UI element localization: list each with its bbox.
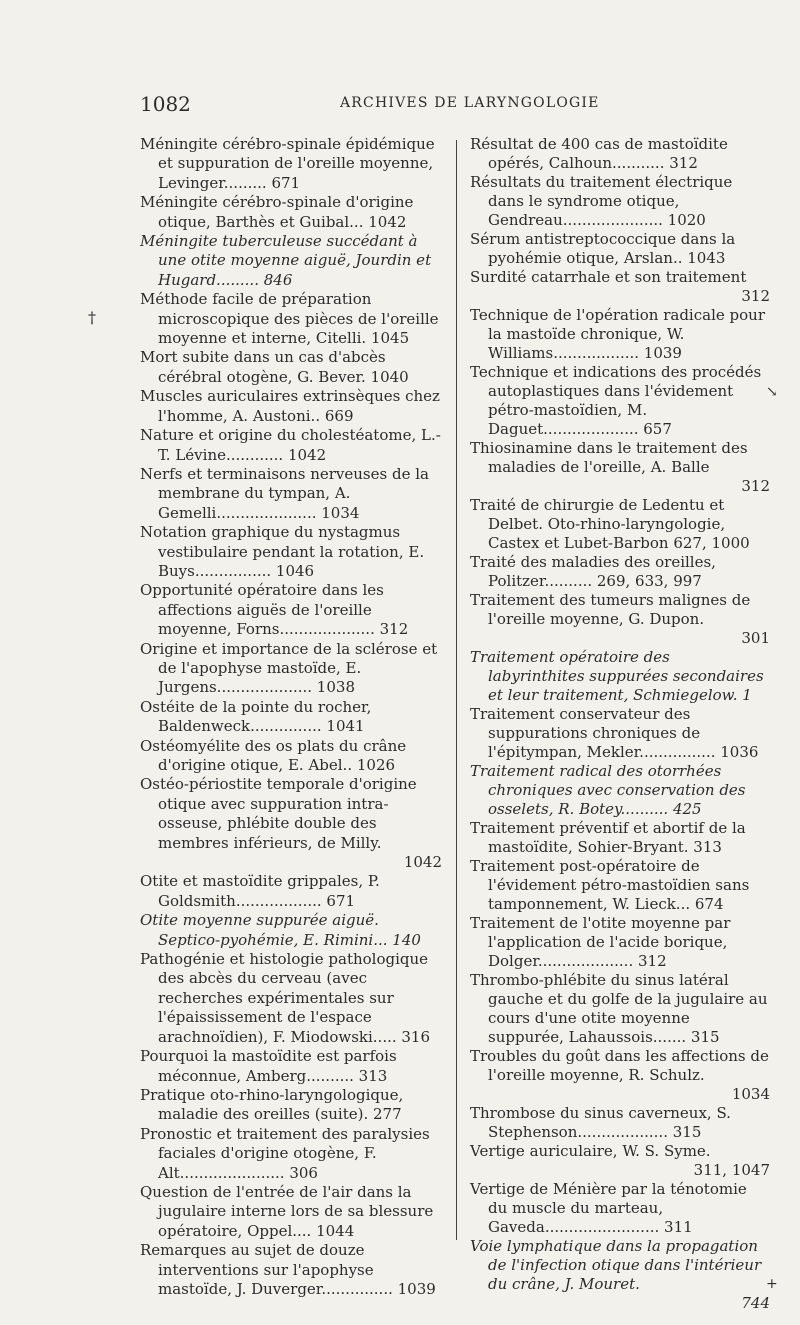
index-entry: Troubles du goût dans les affections de l'oreille moyenne, R. Schulz. 1034: [470, 1047, 770, 1103]
index-entry: Traité de chirurgie de Ledentu et Delbet. Oto-rhino-laryngologie, Castex et Lubet-Barbon 627, 1000: [470, 496, 750, 552]
index-entry: Pronostic et traitement des paralysies faciales d'origine otogène, F. Alt...................... 306: [140, 1124, 430, 1182]
index-entry: Traitement radical des otorrhées chroniques avec conservation des osselets, R. Botey.......... 425: [470, 762, 746, 818]
index-entry: Traitement des tumeurs malignes de l'oreille moyenne, G. Dupon. 301: [470, 591, 770, 647]
index-entry: Méningite tuberculeuse succédant à une otite moyenne aiguë, Jourdin et Hugard......... 846: [140, 232, 432, 289]
index-entry: † Méthode facile de préparation microscopique des pièces de l'oreille moyenne et interne, Citelli. 1045: [88, 290, 439, 348]
index-entry: Mort subite dans un cas d'abcès cérébral otogène, G. Bever. 1040: [140, 348, 409, 386]
index-entry: Ostéite de la pointe du rocher, Baldenweck............... 1041: [140, 697, 372, 736]
index-entry: Technique de l'opération radicale pour la mastoïde chronique, W. Williams.................. 1039: [470, 306, 765, 362]
index-entry: Muscles auriculaires extrinsèques chez l'homme, A. Austoni.. 669: [140, 387, 440, 425]
index-entry: Thrombo-phlébite du sinus latéral gauche et du golfe de la jugulaire au cours d'une otite moyenne suppurée, Lahaussois....... 315: [470, 971, 768, 1046]
index-entry: Opportunité opératoire dans les affections aiguës de l'oreille moyenne, Forns.................... 312: [140, 581, 409, 639]
index-entry: Pathogénie et histologie pathologique des abcès du cerveau (avec recherches expérimentales sur l'épaississement de l'espace arachnoïdien), F. Miodowski..... 316: [140, 950, 431, 1046]
page-reference: 301: [741, 629, 770, 647]
running-title: ARCHIVES DE LARYNGOLOGIE: [340, 95, 600, 111]
page-reference: 744: [741, 1294, 770, 1312]
index-entry: + Voie lymphatique dans la propagation de l'infection otique dans l'intérieur du crâne, J. Mouret. 744: [470, 1237, 778, 1312]
index-entry: Notation graphique du nystagmus vestibulaire pendant la rotation, E. Buys................ 1046: [140, 523, 425, 580]
page-reference: 312: [741, 287, 770, 305]
index-column-left: [88, 135, 442, 1299]
index-column-right: [470, 135, 778, 1313]
index-entry: Remarques au sujet de douze interventions sur l'apophyse mastoïde, J. Duverger............... 1039: [140, 1241, 436, 1298]
index-entry: Otite et mastoïdite grippales, P. Goldsmith.................. 671: [140, 872, 380, 910]
index-entry: Nerfs et terminaisons nerveuses de la membrane du tympan, A. Gemelli..................... 1034: [140, 464, 429, 522]
index-entry: Traitement de l'otite moyenne par l'application de l'acide borique, Dolger.................... 312: [470, 914, 731, 970]
index-entry: Résultats du traitement électrique dans le syndrome otique, Gendreau..................... 1020: [470, 173, 733, 229]
index-entry: Traitement opératoire des labyrinthites suppurées secondaires et leur traitement, Schmiegelow. 1: [470, 648, 764, 704]
index-entry: Thrombose du sinus caverneux, S. Stephenson................... 315: [470, 1104, 731, 1141]
index-entry: Nature et origine du cholestéatome, L.-T. Lévine............ 1042: [140, 426, 441, 464]
index-entry: Méningite cérébro-spinale épidémique et suppuration de l'oreille moyenne, Levinger......... 671: [140, 135, 435, 192]
index-entry: Question de l'entrée de l'air dans la jugulaire interne lors de sa blessure opératoire, Oppel.... 1044: [140, 1182, 434, 1240]
index-entry: Traité des maladies des oreilles, Politzer.......... 269, 633, 997: [470, 553, 716, 590]
index-entry: Traitement post-opératoire de l'évidement pétro-mastoïdien sans tamponnement, W. Lieck... 674: [470, 857, 750, 913]
page-reference: 1042: [403, 853, 442, 872]
page-reference: 311, 1047: [693, 1161, 770, 1179]
page-reference: 312: [741, 477, 770, 495]
page-number: 1082: [140, 92, 191, 116]
index-entry: Vertige auriculaire, W. S. Syme. 311, 1047: [470, 1142, 770, 1179]
index-entry: Vertige de Ménière par la ténotomie du muscle du marteau, Gaveda........................ 311: [470, 1180, 747, 1236]
index-entry: Traitement préventif et abortif de la mastoïdite, Sohier-Bryant. 313: [470, 819, 746, 856]
index-entry: Surdité catarrhale et son traitement 312: [470, 268, 770, 305]
index-entry: Traitement conservateur des suppurations chroniques de l'épitympan, Mekler................ 1036: [470, 705, 759, 761]
index-entry: Pourquoi la mastoïdite est parfois méconnue, Amberg.......... 313: [140, 1047, 397, 1085]
page-reference: 1034: [731, 1085, 770, 1103]
index-entry: Résultat de 400 cas de mastoïdite opérés, Calhoun........... 312: [470, 135, 728, 172]
index-entry: Otite moyenne suppurée aiguë. Septico-pyohémie, E. Rimini... 140: [140, 911, 421, 949]
column-divider: [456, 140, 457, 1240]
index-entry: Ostéomyélite des os plats du crâne d'origine otique, E. Abel.. 1026: [140, 736, 407, 774]
index-entry: Méningite cérébro-spinale d'origine otique, Barthès et Guibal... 1042: [140, 193, 414, 231]
index-entry: Pratique oto-rhino-laryngologique, maladie des oreilles (suite). 277: [140, 1085, 404, 1124]
page-header: [140, 92, 720, 122]
index-entry: ↘ Technique et indications des procédés autoplastiques dans l'évidement pétro-mastoïdien, M. Daguet.................... 657: [470, 363, 778, 438]
index-entry: Thiosinamine dans le traitement des maladies de l'oreille, A. Balle 312: [470, 439, 770, 495]
index-entry: Sérum antistreptococcique dans la pyohémie otique, Arslan.. 1043: [470, 230, 736, 267]
index-entry: Origine et importance de la sclérose et de l'apophyse mastoïde, E. Jurgens.................... 1038: [140, 639, 438, 697]
index-entry: Ostéo-périostite temporale d'origine otique avec suppuration intra-osseuse, phlébite double des membres inférieurs, de Milly. 1042: [140, 775, 442, 872]
